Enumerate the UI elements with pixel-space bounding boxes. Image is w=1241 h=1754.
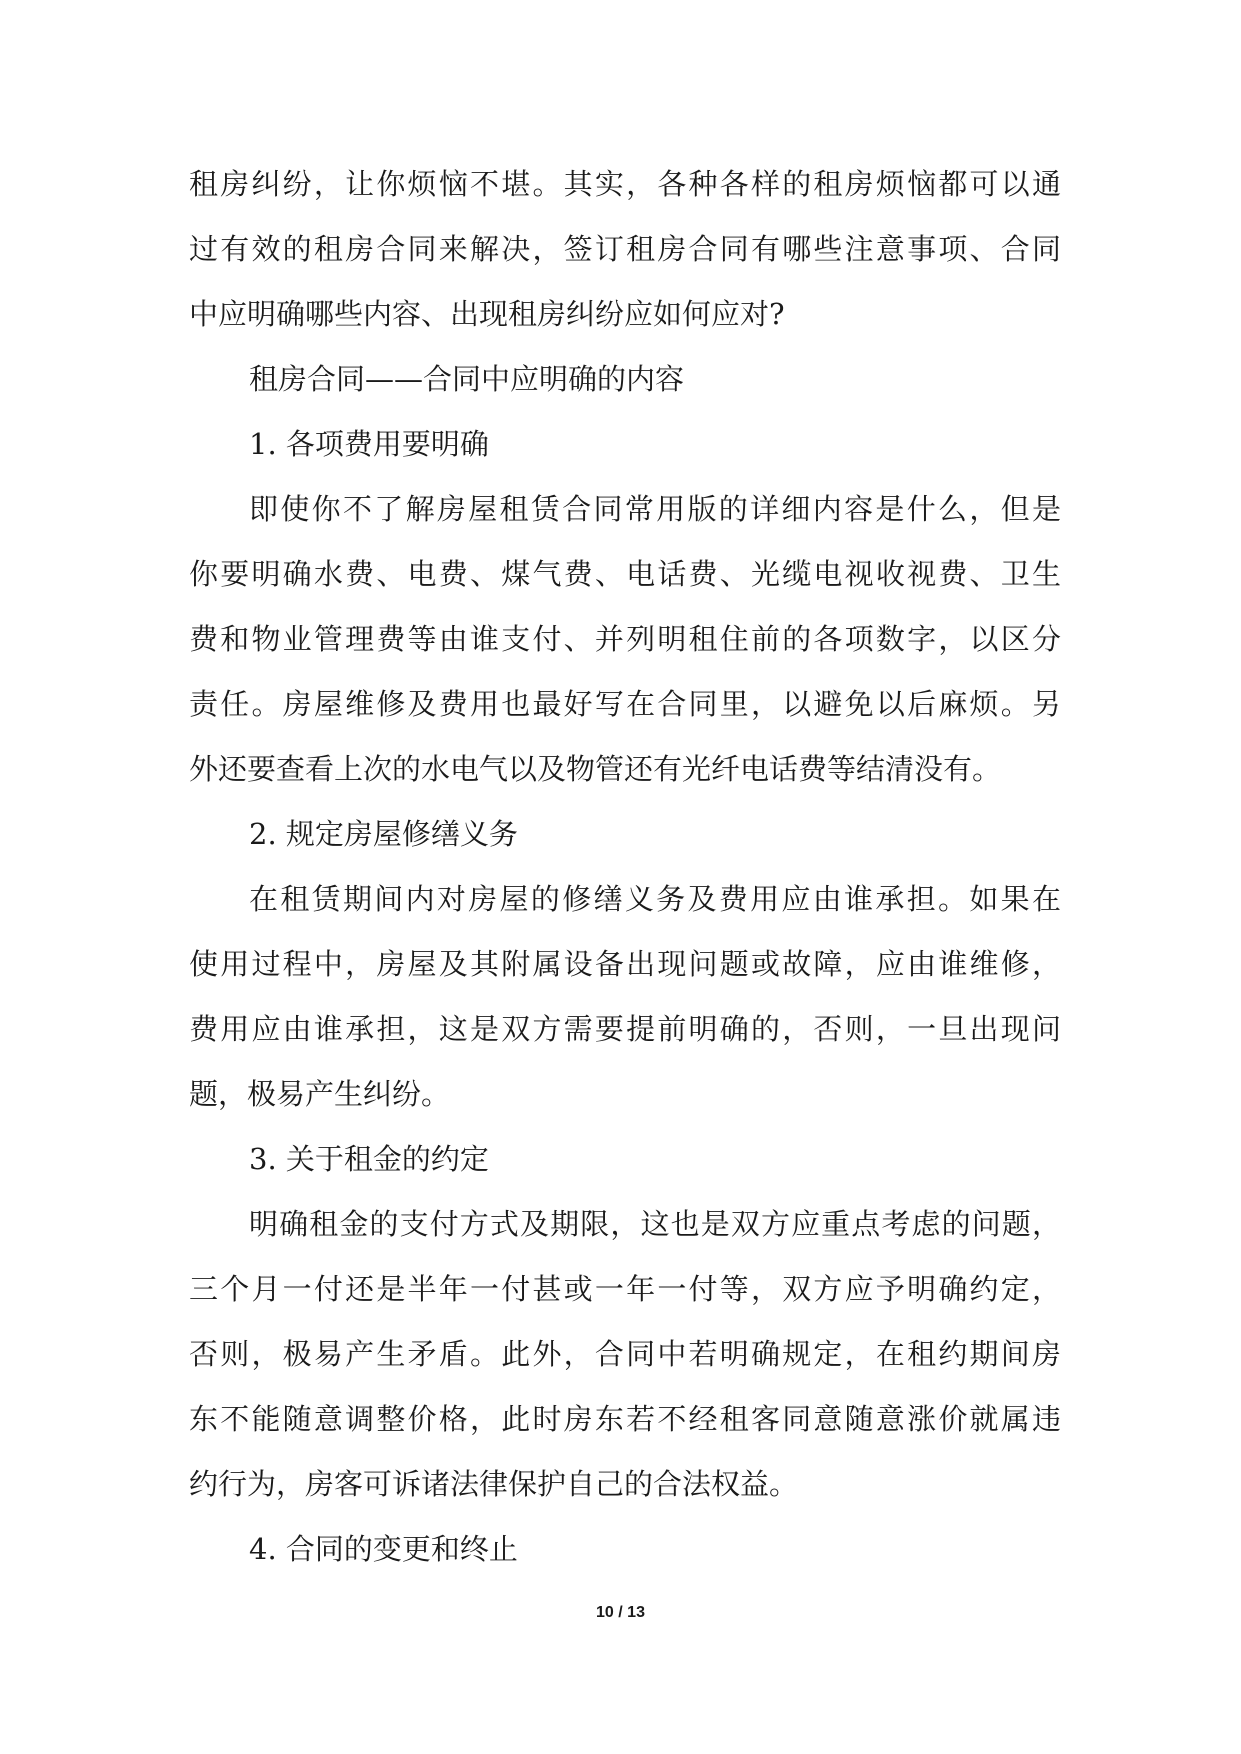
text-line: 费用应由谁承担，这是双方需要提前明确的，否则，一旦出现问: [189, 1012, 1061, 1046]
text-line: 明确租金的支付方式及期限，这也是双方应重点考虑的问题，: [249, 1207, 1061, 1241]
text-line: 你要明确水费、电费、煤气费、电话费、光缆电视收视费、卫生: [189, 557, 1061, 591]
text-line: 外还要查看上次的水电气以及物管还有光纤电话费等结清没有。: [189, 752, 1002, 786]
text-line: 否则，极易产生矛盾。此外，合同中若明确规定，在租约期间房: [189, 1337, 1061, 1371]
text-line: 租房合同——合同中应明确的内容: [249, 362, 685, 396]
page-number: 10 / 13: [596, 1604, 645, 1621]
text-line: 中应明确哪些内容、出现租房纠纷应如何应对?: [189, 297, 785, 331]
text-line: 3. 关于租金的约定: [249, 1142, 489, 1176]
text-line: 1. 各项费用要明确: [249, 427, 489, 461]
text-line: 在租赁期间内对房屋的修缮义务及费用应由谁承担。如果在: [249, 882, 1061, 916]
text-line: 责任。房屋维修及费用也最好写在合同里，以避免以后麻烦。另: [189, 687, 1061, 721]
text-line: 2. 规定房屋修缮义务: [249, 817, 518, 851]
text-line: 东不能随意调整价格，此时房东若不经租客同意随意涨价就属违: [189, 1402, 1061, 1436]
text-line: 过有效的租房合同来解决，签订租房合同有哪些注意事项、合同: [189, 232, 1061, 266]
text-line: 4. 合同的变更和终止: [249, 1532, 518, 1566]
body-text: [189, 152, 1061, 1582]
text-line: 使用过程中，房屋及其附属设备出现问题或故障，应由谁维修，: [189, 947, 1061, 981]
text-line: 即使你不了解房屋租赁合同常用版的详细内容是什么，但是: [249, 492, 1061, 526]
text-line: 题，极易产生纠纷。: [189, 1077, 451, 1111]
text-line: 三个月一付还是半年一付甚或一年一付等，双方应予明确约定，: [189, 1272, 1061, 1306]
text-line: 租房纠纷，让你烦恼不堪。其实，各种各样的租房烦恼都可以通: [189, 167, 1061, 201]
text-line: 费和物业管理费等由谁支付、并列明租住前的各项数字，以区分: [189, 622, 1061, 656]
text-line: 约行为，房客可诉诸法律保护自己的合法权益。: [189, 1467, 799, 1501]
